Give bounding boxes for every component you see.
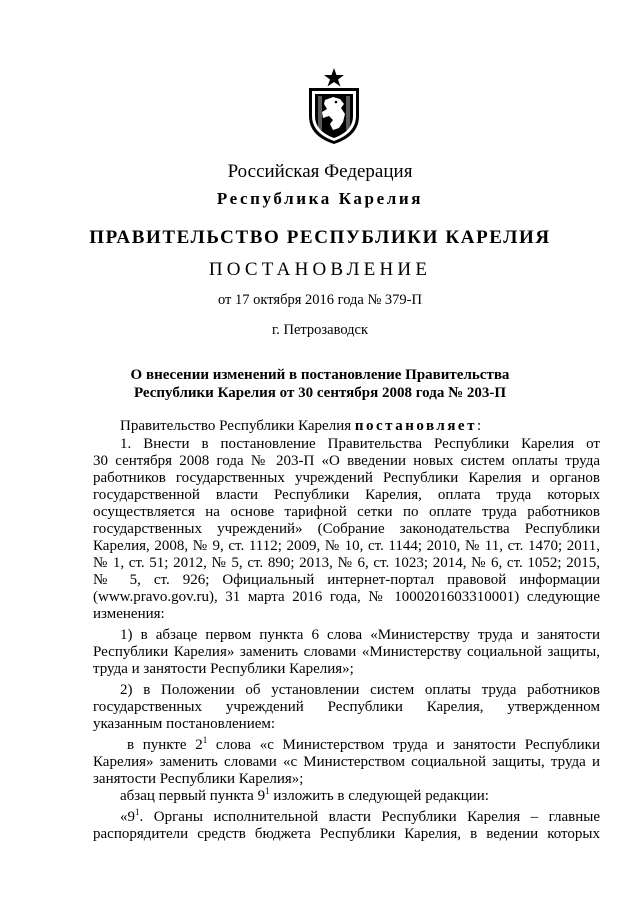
body-line: Карелия» заменить словами «с Министерством социальной защиты, труда и: [93, 754, 600, 770]
body-line: изменения:: [93, 606, 165, 622]
intro-keyword: постановляет: [354, 418, 477, 434]
body-line: Республики Карелия» заменить словами «Министерству социальной защиты,: [93, 644, 600, 660]
date-number: от 17 октября 2016 года № 379-П: [218, 292, 422, 308]
intro-colon: :: [476, 418, 482, 434]
title-line: Республики Карелия от 30 сентября 2008 года № 203-П: [133, 385, 507, 401]
city: г. Петрозаводск: [271, 322, 369, 338]
body-line: распорядители средств бюджета Республики Карелия, в ведении которых: [93, 826, 600, 842]
q-superscript: 1: [135, 807, 140, 817]
body-line: государственной власти Республики Карелия, оплата труда которых: [93, 487, 600, 503]
p3-prefix: абзац первый пункта 9: [120, 788, 266, 804]
intro-text: Правительство Республики Карелия: [120, 418, 355, 434]
intro-line: [120, 418, 600, 435]
document-title: [0, 366, 640, 402]
q-rest: . Органы исполнительной власти Республики Карелия – главные: [139, 809, 600, 825]
coat-of-arms-karelia-emblem: [303, 66, 365, 146]
body-line: государственных учреждений Республики Карелия, утвержденном: [93, 699, 600, 715]
body-line: занятости Республики Карелия»;: [93, 771, 304, 787]
p2-rest: слова «с Министерством труда и занятости Республики: [207, 737, 600, 753]
government-name: ПРАВИТЕЛЬСТВО РЕСПУБЛИКИ КАРЕЛИЯ: [89, 227, 551, 248]
paragraph-point2: [127, 737, 600, 754]
country-name: Российская Федерация: [227, 161, 413, 182]
p3-superscript: 1: [265, 786, 270, 796]
title-line: О внесении изменений в постановление Правительства: [130, 367, 510, 383]
body-line: осуществляется на основе тарифной сетки по оплате труда работников: [93, 504, 600, 520]
body-line: работников государственных учреждений Республики Карелия и органов: [93, 470, 600, 486]
p2-superscript: 1: [202, 735, 208, 745]
body-line: 1. Внести в постановление Правительства Республики Карелия от: [120, 436, 600, 452]
body-line: 30 сентября 2008 года № 203-П «О введении новых систем оплаты труда: [93, 453, 600, 469]
body-line: 2) в Положении об установлении систем оплаты труда работников: [120, 682, 600, 698]
body-line: труда и занятости Республики Карелия»;: [93, 661, 354, 677]
body-line: № 5, ст. 926; Официальный интернет-портал правовой информации: [93, 572, 600, 588]
republic-name: Республика Карелия: [216, 189, 424, 208]
body-line: № 1, ст. 51; 2012, № 5, ст. 890; 2013, № 6, ст. 1023; 2014, № 6, ст. 1052; 2015,: [93, 555, 600, 571]
p2-prefix: в пункте 2: [127, 737, 203, 753]
q-open: «9: [120, 809, 135, 825]
p3-rest: изложить в следующей редакции:: [269, 788, 489, 804]
body-line: (www.pravo.gov.ru), 31 марта 2016 года, № 1000201603310001) следующие: [93, 589, 600, 605]
body-line: Карелия, 2008, № 9, ст. 1112; 2009, № 10, ст. 1144; 2010, № 11, ст. 1470; 2011,: [93, 538, 600, 554]
quoted-paragraph: [120, 809, 600, 826]
body-line: государственных учреждений» (Собрание законодательства Республики: [93, 521, 600, 537]
paragraph-point9: [120, 788, 600, 805]
document-type: ПОСТАНОВЛЕНИЕ: [208, 259, 432, 280]
body-line: 1) в абзаце первом пункта 6 слова «Министерству труда и занятости: [120, 627, 600, 643]
body-line: указанным постановлением:: [93, 716, 276, 732]
